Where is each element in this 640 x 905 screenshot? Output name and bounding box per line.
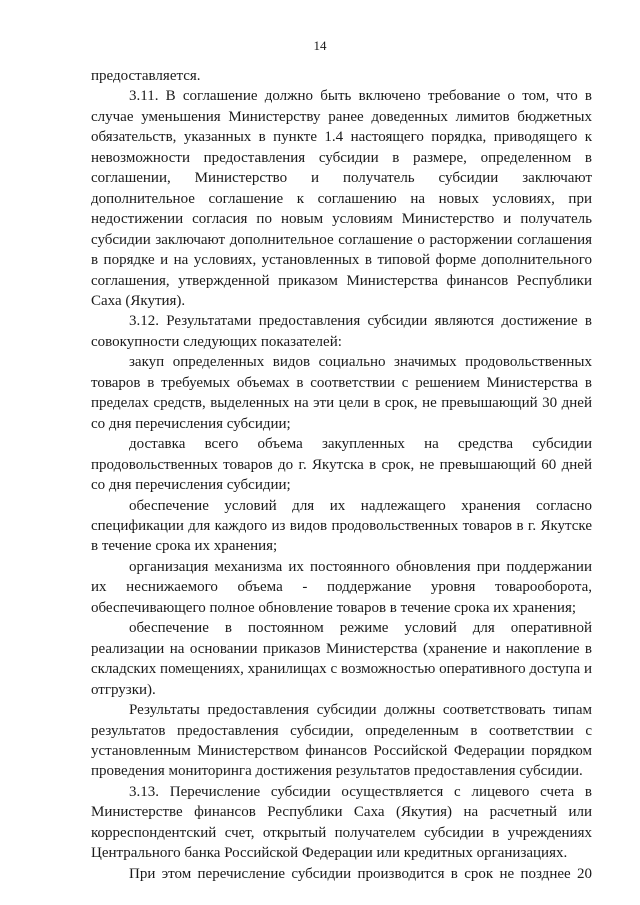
paragraph-transfer-deadline: При этом перечисление субсидии производится в срок не позднее 20	[129, 865, 592, 882]
indicator-renewal: организация механизма их постоянного обновления при поддержании их неснижаемого объема - поддержание уровня товарооборота, обеспечивающего полное обновление товаров в течение срока их хранения;	[91, 558, 592, 616]
indicator-storage: обеспечение условий для их надлежащего хранения согласно спецификации для каждого из видов продовольственных товаров в г. Якутске в течение срока их хранения;	[91, 497, 592, 555]
document-body	[91, 66, 592, 884]
indicator-operational-sale: обеспечение в постоянном режиме условий для оперативной реализации на основании приказов Министерства (хранение и накопление в складских помещениях, хранилищах с возможностью оперативного доступа и отгрузки).	[91, 620, 592, 698]
indicator-purchase: закуп определенных видов социально значимых продовольственных товаров в требуемых объемах в соответствии с решением Министерства в пределах средств, выделенных на эти цели в срок, не превышающий 30 дней со дня перечисления субсидии;	[91, 354, 592, 432]
paragraph-3-12: 3.12. Результатами предоставления субсидии являются достижение в совокупности следующих показателей:	[91, 313, 592, 350]
paragraph-results-types: Результаты предоставления субсидии должны соответствовать типам результатов предоставления субсидии, определенным в соответствии с установленным Министерством финансов Российской Федерации порядком проведения мониторинга достижения результатов предоставления субсидии.	[91, 702, 592, 780]
indicator-delivery: доставка всего объема закупленных на средства субсидии продовольственных товаров до г. Якутска в срок, не превышающий 60 дней со дня перечисления субсидии;	[91, 436, 592, 494]
paragraph-continuation: предоставляется.	[91, 68, 201, 84]
paragraph-3-11: 3.11. В соглашение должно быть включено требование о том, что в случае уменьшения Министерству ранее доведенных лимитов бюджетных обязательств, указанных в пункте 1.4 настоящего порядка, приводящего к невозможности предоставления субсидии в размере, определенном в соглашении, Министерство и получатель субсидии заключают дополнительное соглашение к соглашению на новых условиях, при недостижении согласия по новым условиям Министерство и получатель субсидии заключают дополнительное соглашение о расторжении соглашения в порядке и на условиях, установленных в типовой форме дополнительного соглашения, утвержденной приказом Министерства финансов Республики Саха (Якутия).	[91, 88, 592, 309]
page-number: 14	[313, 38, 327, 53]
paragraph-3-13: 3.13. Перечисление субсидии осуществляется с лицевого счета в Министерстве финансов Республики Саха (Якутия) на расчетный или корреспондентский счет, открытый получателем субсидии в учреждениях Центрального банка Российской Федерации или кредитных организациях.	[91, 783, 592, 862]
